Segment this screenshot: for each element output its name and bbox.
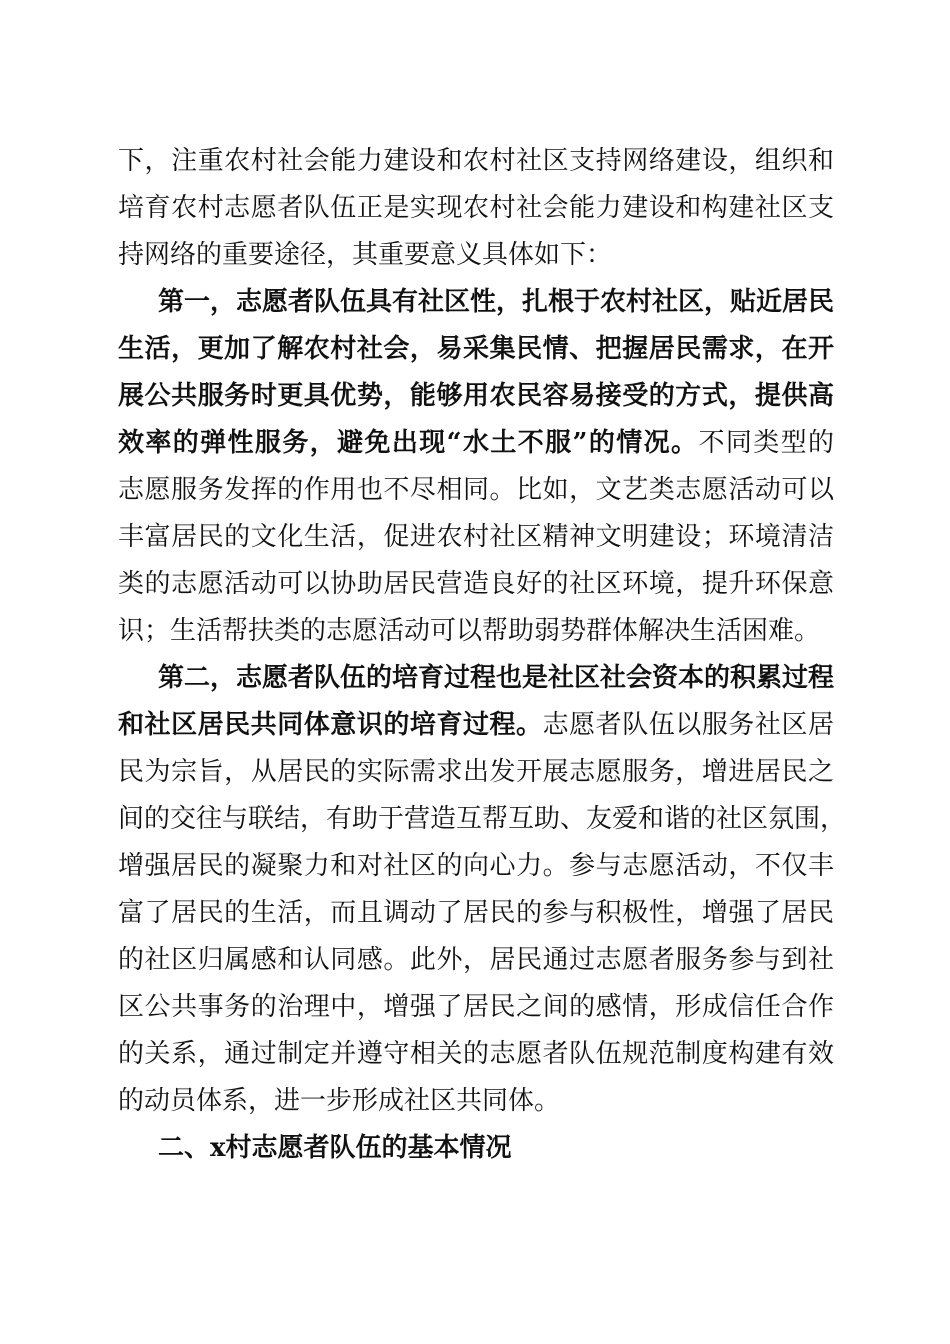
paragraph-second-line-6: 富了居民的生活，而且调动了居民的参与积极性，增强了居民 xyxy=(118,898,834,928)
paragraph-first-line-2: 生活，更加了解农村社会，易采集民情、把握居民需求，在开 xyxy=(118,334,834,364)
paragraph-second-line-4: 间的交往与联结，有助于营造互帮互助、友爱和谐的社区氛围， xyxy=(118,804,847,834)
paragraph-second-line-3: 民为宗旨，从居民的实际需求出发开展志愿服务，增进居民之 xyxy=(118,757,834,787)
paragraph-second-line-9: 的关系，通过制定并遵守相关的志愿者队伍规范制度构建有效 xyxy=(118,1039,834,1069)
paragraph-intro-line-2: 培育农村志愿者队伍正是实现农村社会能力建设和构建社区支 xyxy=(118,193,834,223)
paragraph-second-line-2 xyxy=(118,702,834,749)
paragraph-second-line-8: 区公共事务的治理中，增强了居民之间的感情，形成信任合作 xyxy=(118,992,834,1022)
paragraph-intro-line-1: 下，注重农村社会能力建设和农村社区支持网络建设，组织和 xyxy=(118,146,834,176)
paragraph-first-line-7: 类的志愿活动可以协助居民营造良好的社区环境，提升环保意 xyxy=(118,569,834,599)
paragraph-first-line-3: 展公共服务时更具优势，能够用农民容易接受的方式，提供高 xyxy=(118,381,834,411)
paragraph-first-line-1: 第一，志愿者队伍具有社区性，扎根于农村社区，贴近居民 xyxy=(158,287,835,317)
paragraph-intro-line-3: 持网络的重要途径，其重要意义具体如下： xyxy=(118,240,613,270)
paragraph-second-line-1: 第二，志愿者队伍的培育过程也是社区社会资本的积累过程 xyxy=(158,663,835,693)
paragraph-second-summary-bold: 和社区居民共同体意识的培育过程。 xyxy=(118,710,543,740)
document-body xyxy=(118,138,847,1172)
paragraph-first-line-5: 志愿服务发挥的作用也不尽相同。比如，文艺类志愿活动可以 xyxy=(118,475,834,505)
paragraph-first-summary-normal: 不同类型的 xyxy=(698,428,834,458)
paragraph-second-summary-normal: 志愿者队伍以服务社区居 xyxy=(542,710,834,740)
paragraph-second-line-5: 增强居民的凝聚力和对社区的向心力。参与志愿活动，不仅丰 xyxy=(118,851,834,881)
paragraph-second-line-7: 的社区归属感和认同感。此外，居民通过志愿者服务参与到社 xyxy=(118,945,834,975)
paragraph-first-line-4 xyxy=(118,420,834,467)
paragraph-second-line-10: 的动员体系，进一步形成社区共同体。 xyxy=(118,1086,561,1116)
section-heading: 二、x村志愿者队伍的基本情况 xyxy=(158,1133,512,1163)
paragraph-first-line-8: 识；生活帮扶类的志愿活动可以帮助弱势群体解决生活困难。 xyxy=(118,616,821,646)
paragraph-first-summary-bold: 效率的弹性服务，避免出现“水土不服”的情况。 xyxy=(118,428,699,458)
paragraph-first-line-6: 丰富居民的文化生活，促进农村社区精神文明建设；环境清洁 xyxy=(118,522,834,552)
